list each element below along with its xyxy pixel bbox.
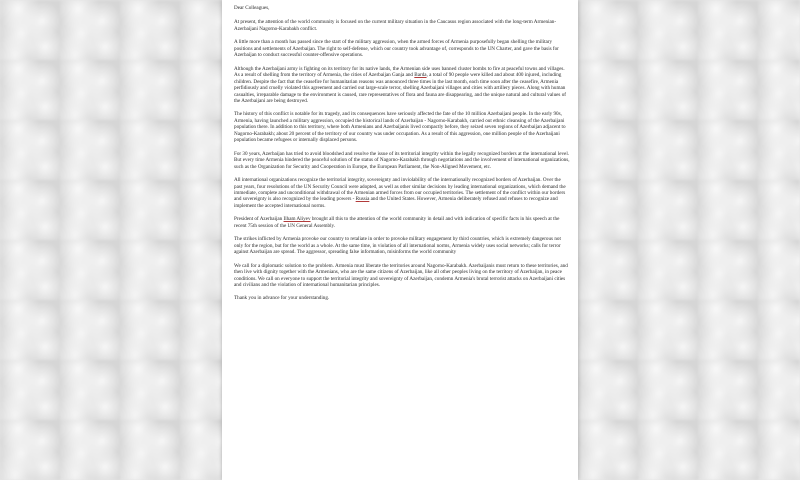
- paragraph-8: The strikes inflicted by Armenia provoke our country to retaliate in order to provoke military engagement by third countries, which is extremely dangerous not only for the region, but for the world as a whole. At the same time, in violation of all international norms, Armenia widely uses social networks; calls for terror against Azerbaijan are spread. The aggressor, spreading false information, misinforms the world community: [234, 236, 561, 256]
- blurred-background-right: [578, 0, 800, 480]
- paragraph-3: Although the Azerbaijani army is fighting on its territory for its native lands, the Armenian side uses banned cluster bombs to fire at peaceful towns and villages. As a result of shelling from the territory of Armenia, the cities of Azerbaijan Ganja and Barda, a total of 90 people were killed and about 400 injured, including children. Despite the fact that the ceasefire for humanitarian reasons was announced three times in the last month, each time soon after the ceasefire, Armenia perfidiously and cruelly violated this agreement and carried out large-scale terror, shelling Azerbaijani villages and cities with artillery pieces. Along with human casualties, irreparable damage to the environment is caused, rare representatives of flora and fauna are disappearing, and the unique natural and cultural values of the Azerbaijani are being destroyed.: [234, 65, 567, 104]
- paragraph-1: At present, the attention of the world community is focused on the current military situation in the Caucasus region associated with the long-term Armenian-Azerbaijani Nagorno-Karabakh conflict.: [234, 19, 557, 32]
- underlined-word-barda: Barda: [414, 72, 427, 79]
- paragraph-2: A little more than a month has passed since the start of the military aggression, when the armed forces of Armenia purposefully began shelling the military positions and settlements of Azerbaijan. The right to self-defense, which our country took advantage of, corresponds to the UN Charter, and gave the basis for Azerbaijan to conduct successful counter-offensive operations.: [234, 39, 559, 59]
- paragraph-9: We call for a diplomatic solution to the problem. Armenia must liberate the territories around Nagorno-Karabakh. Azerbaijanis must return to these territories, and then live with dignity together with the Armenians, who are the same citizens of Azerbaijan, like all other peoples living on the territory of Azerbaijan, in peace conditions. We call on everyone to support the territorial integrity and sovereignty of Azerbaijan, condemn Armenia's brutal terrorist attacks on Azerbaijani cities and civilians and the violation of international humanitarian principles.: [234, 262, 568, 288]
- blurred-background-left: [0, 0, 222, 480]
- underlined-name-ilham-aliyev: Ilham Aliyev: [283, 216, 311, 223]
- paragraph-closing: Thank you in advance for your understanding.: [234, 295, 330, 302]
- paragraph-7: President of Azerbaijan Ilham Aliyev brought all this to the attention of the world community in detail and with indication of specific facts in his speech at the recent 75th session of the UN General Assembly.: [234, 216, 560, 229]
- paragraph-4: The history of this conflict is notable for its tragedy, and its consequences have seriously affected the fate of the 10 million Azerbaijani people. In the early 90s, Armenia, having launched a military aggression, occupied the historical lands of Azerbaijan - Nagorno-Karabakh, carried out ethnic cleansing of the Azerbaijani population there. In addition to this territory, where both Armenians and Azerbaijanis lived compactly before, they seized seven regions of Azerbaijan adjacent to Nagorno-Karabakh; about 20 percent of the territory of our country was under occupation. As a result of this aggression, one million people of the Azerbaijani population became refugees or internally displaced persons.: [234, 111, 566, 144]
- paragraph-6: All international organizations recognize the territorial integrity, sovereignty and inviolability of the internationally recognized borders of Azerbaijan. Over the past years, four resolutions of the UN Security Council were adopted, as well as other similar decisions by leading international organizations, which demand the immediate, complete and unconditional withdrawal of the Armenian armed forces from our occupied territories. The settlement of the conflict within our borders and sovereignty is also recognized by the leading powers - Russia and the United States. However, Armenia deliberately refused and refuses to recognize and implement the accepted international norms.: [234, 177, 566, 209]
- underlined-word-russia: Russia: [355, 196, 370, 203]
- letter-page: [222, 0, 578, 480]
- letter-salutation: Dear Colleagues,: [234, 5, 270, 11]
- paragraph-5: For 30 years, Azerbaijan has tried to avoid bloodshed and resolve the issue of its territorial integrity within the legally recognized borders at the international level. But every time Armenia hindered the peaceful solution of the status of Nagorno-Karabakh through negotiations and the involvement of international organizations, such as the Organization for Security and Cooperation in Europe, the European Parliament, the Non-Aligned Movement, etc.: [234, 150, 570, 170]
